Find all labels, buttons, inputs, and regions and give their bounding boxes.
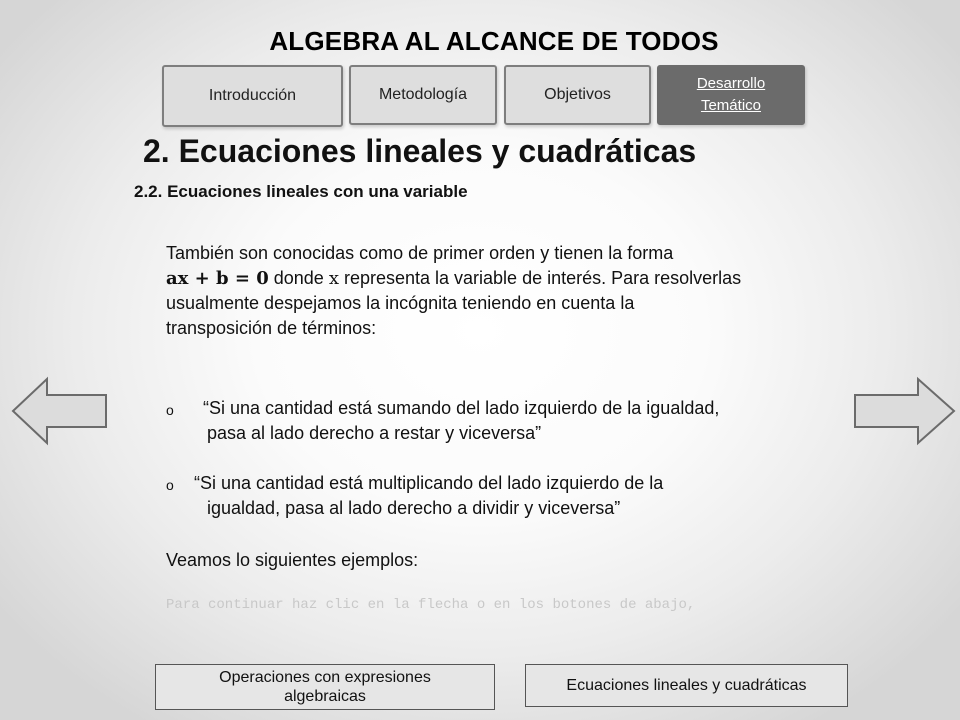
subsection-heading: 2.2. Ecuaciones lineales con una variable — [134, 182, 468, 201]
next-topic-button[interactable] — [525, 664, 848, 707]
bullet-1-line-1: “Si una cantidad está sumando del lado izquierdo de la igualdad, — [203, 398, 720, 418]
bullet-marker: o — [166, 402, 174, 418]
intro-paragraph — [166, 241, 856, 341]
next-topic-label: Ecuaciones lineales y cuadráticas — [566, 677, 807, 694]
tab-introduccion[interactable] — [162, 65, 343, 127]
bullet-2-line-2: igualdad, pasa al lado derecho a dividir y viceversa” — [207, 498, 621, 518]
tab-objetivos-label: Objetivos — [544, 86, 611, 103]
bullet-marker: o — [166, 477, 174, 493]
examples-intro: Veamos lo siguientes ejemplos: — [166, 550, 419, 570]
para-line-2 — [166, 266, 856, 291]
tab-desarrollo-label-line1: Desarrollo — [696, 75, 766, 92]
tab-introduccion-label: Introducción — [208, 87, 297, 104]
tab-desarrollo-tematico[interactable] — [657, 65, 805, 125]
prev-topic-label-line2: algebraicas — [284, 688, 366, 705]
prev-topic-button[interactable] — [155, 664, 495, 710]
bullet-2-line-1: “Si una cantidad está multiplicando del lado izquierdo de la — [194, 473, 664, 493]
section-heading: 2. Ecuaciones lineales y cuadráticas — [143, 133, 697, 169]
bullet-item-2 — [166, 471, 846, 521]
tab-objetivos[interactable] — [504, 65, 651, 125]
bullet-item-1 — [166, 396, 846, 446]
left-arrow-icon[interactable] — [10, 376, 110, 446]
prev-topic-label-line1: Operaciones con expresiones — [219, 669, 431, 686]
variable: x — [328, 268, 339, 289]
right-arrow-icon[interactable] — [852, 376, 958, 446]
bullet-1-line-2: pasa al lado derecho a restar y viceversa” — [207, 423, 542, 443]
equation: ax + b = 0 — [166, 268, 269, 289]
tab-desarrollo-label-line2: Temático — [700, 97, 761, 114]
tab-metodologia-label: Metodología — [378, 86, 468, 103]
tab-metodologia[interactable] — [349, 65, 497, 125]
continue-hint: Para continuar haz clic en la flecha o en los botones de abajo, — [166, 597, 696, 613]
para-line-4: transposición de términos: — [166, 318, 377, 338]
page-title: ALGEBRA AL ALCANCE DE TODOS — [269, 26, 719, 56]
para-line-2b: representa la variable de interés. Para resolverlas — [338, 268, 742, 288]
para-line-2a: donde — [268, 268, 329, 288]
para-line-1: También son conocidas como de primer orden y tienen la forma — [166, 243, 674, 263]
para-line-3: usualmente despejamos la incógnita teniendo en cuenta la — [166, 293, 635, 313]
